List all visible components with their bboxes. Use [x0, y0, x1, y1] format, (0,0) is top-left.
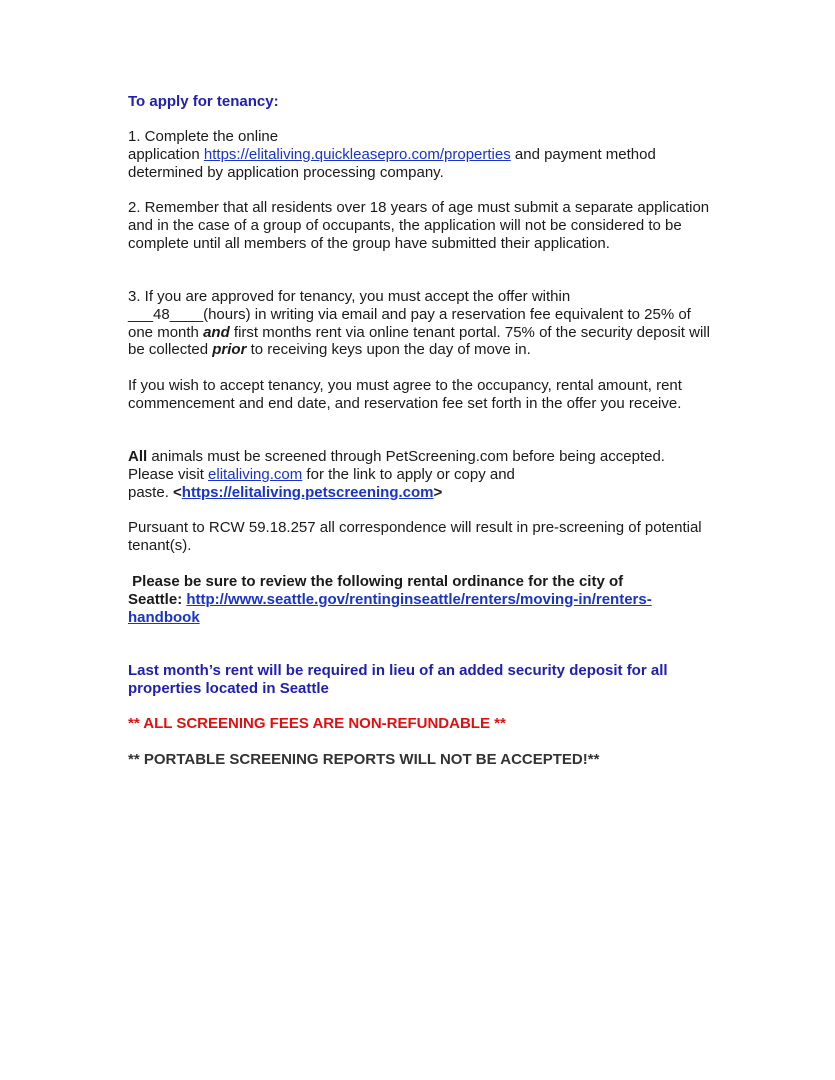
- animals-text: animals must be screened through PetScreening.com before being accepted.: [147, 448, 665, 465]
- step-3-text-b: first months rent via online tenant portal. 75% of the security deposit will be collected: [128, 323, 710, 359]
- application-link[interactable]: https://elitaliving.quickleasepro.com/properties: [203, 145, 511, 163]
- animals-line3: [128, 484, 728, 502]
- step-1-post-link: and payment method determined by application processing company.: [128, 145, 656, 181]
- step-3-text-a: ___48____(hours) in writing via email and pay a reservation fee equivalent to 25% of one month: [128, 305, 691, 341]
- step-3-text-c: to receiving keys upon the day of move in.: [246, 341, 531, 359]
- rcw-paragraph: Pursuant to RCW 59.18.257 all correspondence will result in pre-screening of potential tenant(s).: [128, 519, 702, 554]
- step-3-prior: prior: [212, 341, 247, 359]
- visit-pre: Please visit: [128, 465, 209, 483]
- step-3-line1: 3. If you are approved for tenancy, you must accept the offer within: [128, 288, 571, 305]
- animals-line2: [128, 466, 728, 484]
- step-3: [128, 288, 718, 359]
- paste-pre: paste.: [128, 483, 174, 501]
- animals-paragraph: [128, 448, 728, 501]
- ordinance-link[interactable]: http://www.seattle.gov/rentinginseattle/renters/moving-in/renters-: [186, 590, 652, 608]
- step-3-body: [128, 306, 718, 359]
- paste-open-bracket: <: [173, 483, 182, 501]
- step-1-line1: 1. Complete the online: [128, 128, 279, 145]
- step-1-body: [128, 146, 718, 182]
- ordinance-line2: [128, 591, 728, 609]
- step-1-pre-link: application: [128, 145, 204, 163]
- step-1: [128, 128, 718, 181]
- elitaliving-link[interactable]: elitaliving.com: [208, 465, 303, 483]
- petscreening-link[interactable]: https://elitaliving.petscreening.com: [181, 483, 434, 501]
- ordinance-line1: Please be sure to review the following rental ordinance for the city of: [128, 573, 624, 590]
- ordinance-pre-link: Seattle:: [128, 590, 187, 608]
- animals-line1: [128, 448, 728, 466]
- ordinance-link-continued[interactable]: handbook: [128, 608, 200, 626]
- portable-reports-notice: ** PORTABLE SCREENING REPORTS WILL NOT BE ACCEPTED!**: [128, 751, 600, 768]
- last-month-notice: Last month’s rent will be required in lieu of an added security deposit for all properties located in Seattle: [128, 662, 668, 697]
- paste-close-bracket: >: [433, 483, 443, 501]
- visit-post: for the link to apply or copy and: [302, 465, 515, 483]
- accept-paragraph: If you wish to accept tenancy, you must agree to the occupancy, rental amount, rent commencement and end date, and reservation fee set forth in the offer you receive.: [128, 377, 682, 412]
- page-heading: To apply for tenancy:: [128, 93, 279, 110]
- ordinance-line3: [128, 609, 728, 627]
- step-2: 2. Remember that all residents over 18 years of age must submit a separate application and in the case of a group of occupants, the application will not be considered to be complete until all members of the group have submitted their application.: [128, 199, 710, 252]
- animals-all: All: [128, 448, 148, 465]
- step-3-and: and: [203, 323, 230, 341]
- ordinance-paragraph: [128, 573, 728, 626]
- non-refundable-notice: ** ALL SCREENING FEES ARE NON-REFUNDABLE **: [128, 715, 506, 732]
